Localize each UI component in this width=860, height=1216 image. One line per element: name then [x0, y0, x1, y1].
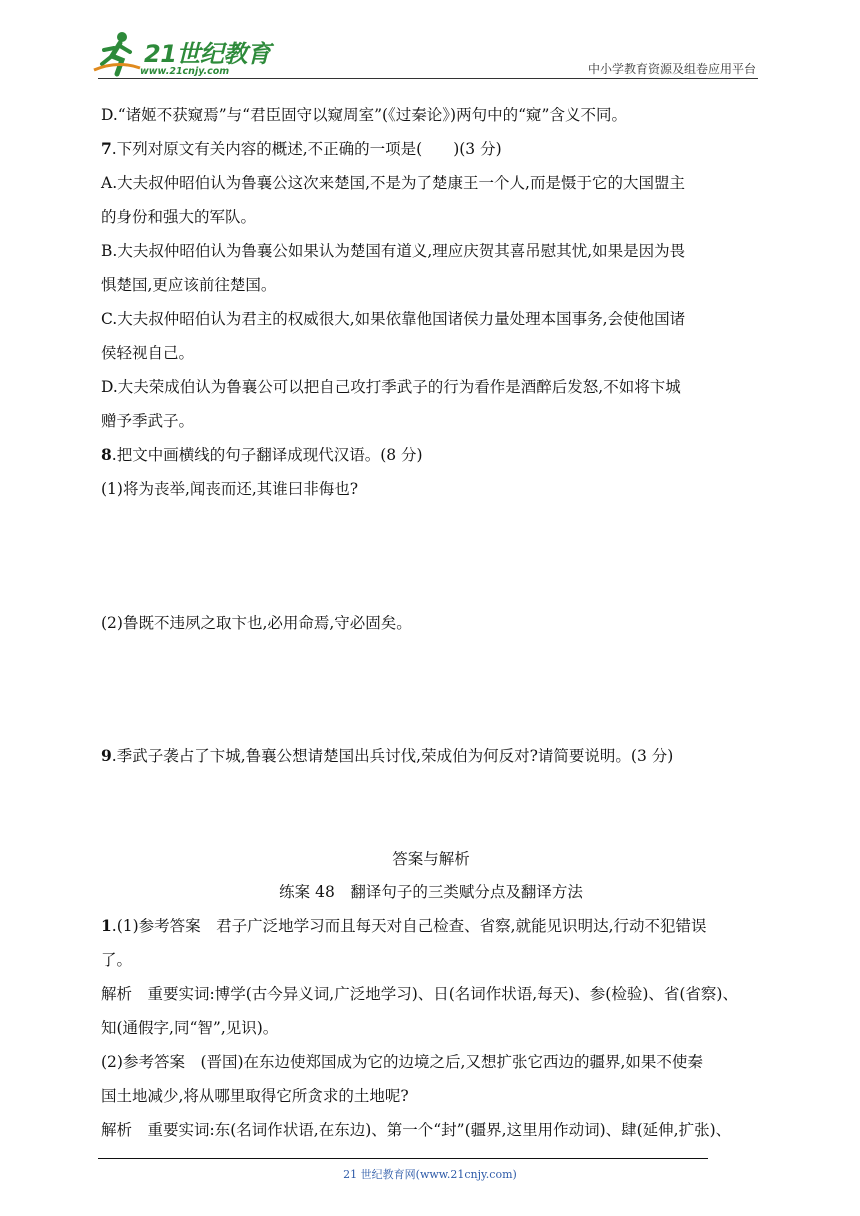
- answer-1-1: 1.(1)参考答案 君子广泛地学习而且每天对自己检查、省察,就能见识明达,行动不犯错误: [101, 916, 707, 935]
- question-8: 8.把文中画横线的句子翻译成现代汉语。(8 分): [101, 445, 423, 464]
- footer-divider: [98, 1158, 708, 1159]
- text-line: 侯轻视自己。: [101, 344, 195, 362]
- text-line: 惧楚国,更应该前往楚国。: [101, 276, 277, 294]
- option-d: D.大夫荣成伯认为鲁襄公可以把自己攻打季武子的行为看作是酒醉后发怒,不如将卞城: [101, 378, 681, 396]
- page-header: [0, 0, 860, 90]
- analysis-1-2: 解析 重要实词:东(名词作状语,在东边)、第一个“封”(疆界,这里用作动词)、肆(延伸,扩张)、: [101, 1121, 732, 1139]
- question-9: 9.季武子袭占了卞城,鲁襄公想请楚国出兵讨伐,荣成伯为何反对?请简要说明。(3 分): [101, 746, 674, 765]
- text-line: 国土地减少,将从哪里取得它所贪求的土地呢?: [101, 1087, 409, 1105]
- option-a: A.大夫叔仲昭伯认为鲁襄公这次来楚国,不是为了楚康王一个人,而是慑于它的大国盟主: [101, 174, 685, 192]
- question-7: 7.下列对原文有关内容的概述,不正确的一项是( )(3 分): [101, 139, 502, 158]
- site-logo[interactable]: [92, 30, 271, 80]
- exercise-title: 练案 48 翻译句子的三类赋分点及翻译方法: [279, 883, 583, 901]
- answer-section-title: 答案与解析: [392, 850, 470, 868]
- text-line: D.“诸姬不获窥焉”与“君臣固守以窥周室”(《过秦论》)两句中的“窥”含义不同。: [101, 106, 627, 124]
- text-line: 的身份和强大的军队。: [101, 208, 257, 226]
- text-line: 知(通假字,同“智”,见识)。: [101, 1019, 279, 1037]
- header-divider: [98, 78, 758, 79]
- option-c: C.大夫叔仲昭伯认为君主的权威很大,如果依靠他国诸侯力量处理本国事务,会使他国诸: [101, 310, 686, 328]
- sub-question-2: (2)鲁既不违夙之取卞也,必用命焉,守必固矣。: [101, 614, 412, 632]
- footer-link[interactable]: 21 世纪教育网(www.21cnjy.com): [343, 1168, 517, 1181]
- analysis-1-1: 解析 重要实词:博学(古今异义词,广泛地学习)、日(名词作状语,每天)、参(检验)、省(省察)、: [101, 985, 738, 1003]
- platform-name: 中小学教育资源及组卷应用平台: [587, 62, 756, 76]
- logo-url: www.21cnjy.com: [140, 66, 230, 77]
- logo-text: 21世纪教育: [144, 40, 271, 68]
- option-b: B.大夫叔仲昭伯认为鲁襄公如果认为楚国有道义,理应庆贺其喜吊慰其忧,如果是因为畏: [101, 242, 686, 260]
- text-line: 了。: [101, 951, 133, 969]
- answer-1-2: (2)参考答案 (晋国)在东边使郑国成为它的边境之后,又想扩张它西边的疆界,如果不使秦: [101, 1053, 703, 1071]
- runner-logo-icon: [92, 30, 142, 78]
- sub-question-1: (1)将为丧举,闻丧而还,其谁曰非侮也?: [101, 480, 359, 498]
- text-line: 赠予季武子。: [101, 412, 195, 430]
